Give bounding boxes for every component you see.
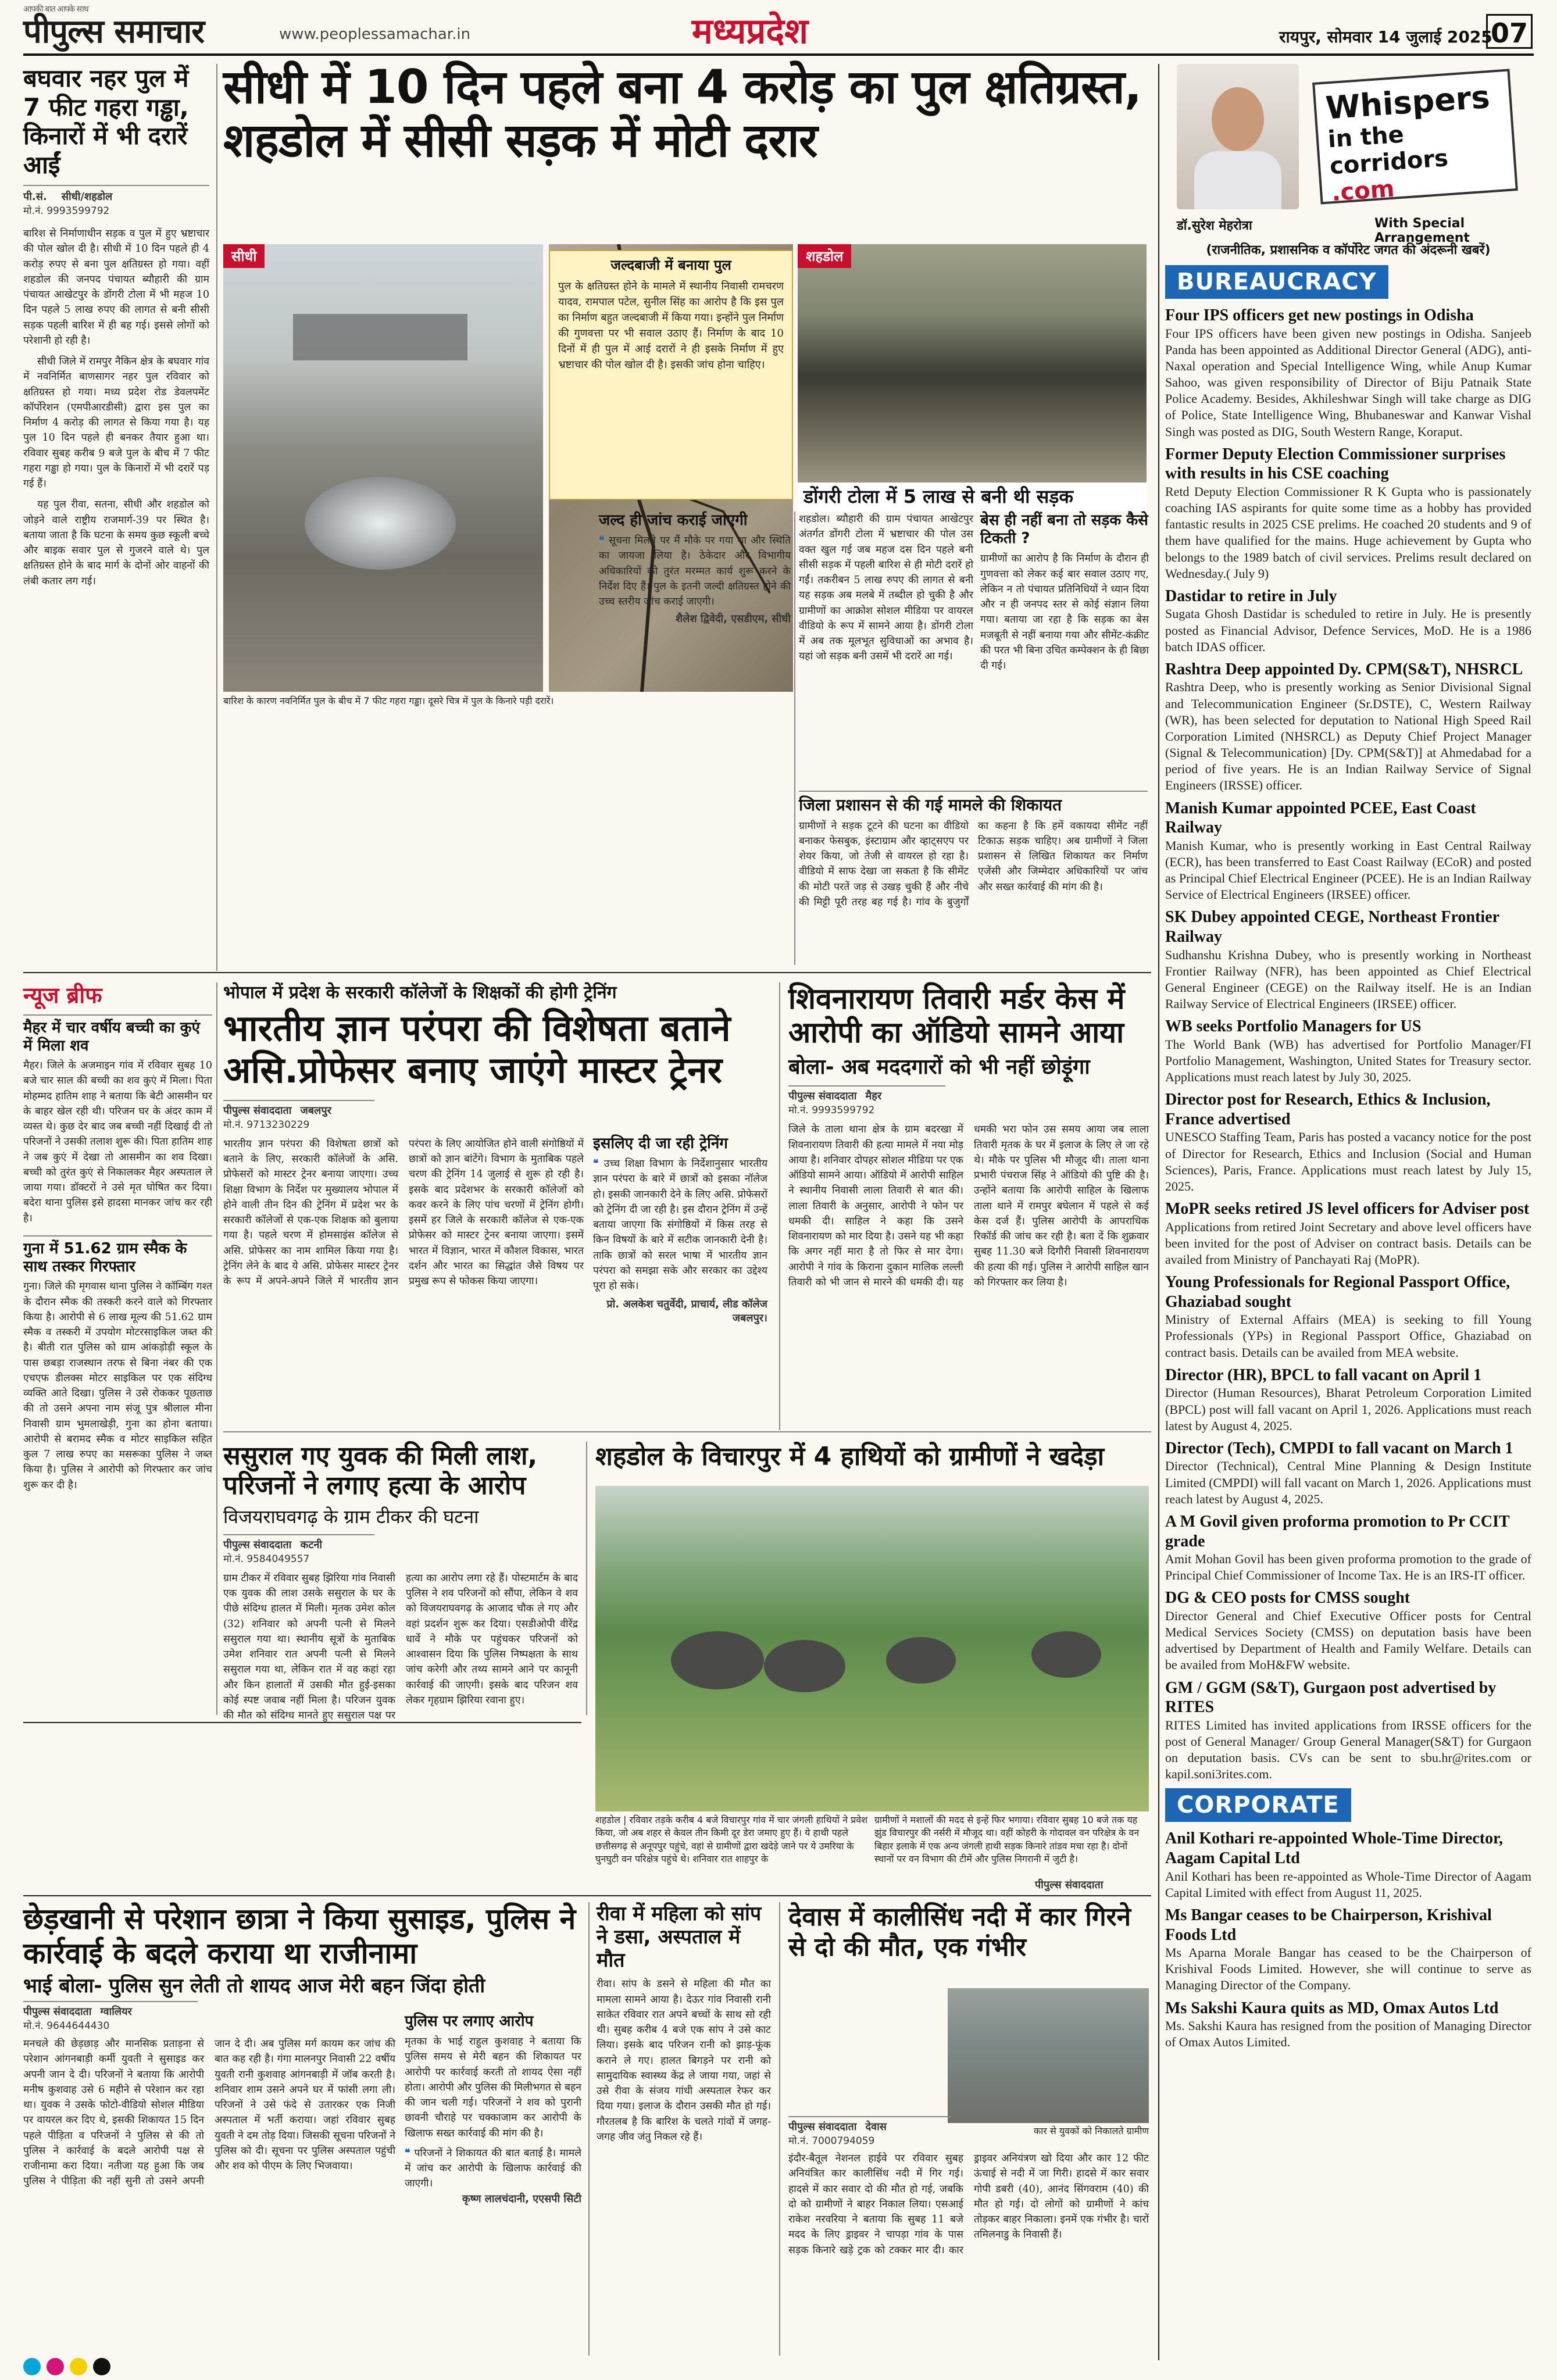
news-item-body: Four IPS officers have been given new postings in Odisha. Sanjeeb Panda has been appointed as Additional Director General (ADG), anti-Naxal operation and Special Intelligence Wing, while Anup Kumar Sahoo, was given responsibility of Director of Biju Patnaik State Police Academy. Besides, Akhileshwar Singh will take charge as DIG of Police, State Intelligence Wing, Bhubaneswar and Kanwar Vishal Singh was posted as DIG, South Western Range, Koraput. xyxy=(1165,326,1531,439)
elephants-graphic xyxy=(595,1486,1149,1811)
news-item-body: Director General and Chief Executive Officer posts for Central Medical Services Society (CMSS) on deputation basis have been advertised by Department of Health and Family Welfare. Details can be availed from MoH&FW website. xyxy=(1165,1609,1531,1673)
quote-attribution: प्रो. अलकेश चतुर्वेदी, प्राचार्य, लीड कॉलेज जबलपुर। xyxy=(606,1298,767,1325)
news-item-headline: Director post for Research, Ethics & Inclusion, France advertised xyxy=(1165,1091,1491,1128)
news-brief xyxy=(23,982,212,1493)
sub-block-complaint xyxy=(799,791,1148,910)
mobile-number: मो.नं. 9644644430 xyxy=(23,2020,110,2032)
news-item-headline: Ms Bangar ceases to be Chairperson, Krishival Foods Ltd xyxy=(1165,1906,1492,1944)
news-item-headline: Ms Sakshi Kaura quits as MD, Omax Autos Ltd xyxy=(1165,1999,1499,2017)
article-body: रीवा। सांप के डसने से महिला की मौत का मामला सामने आया है। देऊर गांव निवासी रानी साकेत रविवार रात अपने बच्चों के साथ सो रही थी। सुबह करीब 4 बजे एक सांप ने उसे काट लिया। इसके बाद परिजन रानी को झाड़-फूंक कराने ले गए। हालत बिगड़ने पर रानी को सामुदायिक स्वास्थ्य केंद्र ले जाया गया, जहां से उसे रीवा के संजय गांधी अस्पताल रेफर कर दिया गया। इलाज के दौरान उसकी मौत हो गई। गौरतलब है कि बारिश के चलते गांवों में जगह-जगह जीव जंतु निकल रहे हैं। xyxy=(597,1978,771,2143)
story-teachers xyxy=(223,982,770,1325)
dateline-place: मैहर xyxy=(865,1090,882,1103)
column-rule xyxy=(586,1442,587,1715)
corporate-list xyxy=(1165,1829,1531,2050)
lead-left-headline: बघवार नहर पुल में 7 फीट गहरा गड्ढा, किनारों में भी दरारें आईं xyxy=(23,64,189,179)
columnist-header xyxy=(1165,64,1531,245)
columnist-credit: With Special Arrangement xyxy=(1374,216,1470,245)
column-rule xyxy=(779,982,780,1430)
news-item-body: Sudhanshu Krishna Dubey, who is presently working in Northeast Frontier Railway (NFR), has been appointed as Chief Electrical General Engineer (CEGE) on the Railway itself. He is an Indian Railway Service of Electrical Engineers (IRSEE) officer. xyxy=(1165,947,1531,1012)
photo-caption: शहडोल | रविवार तड़के करीब 4 बजे विचारपुर गांव में चार जंगली हाथियों ने प्रवेश किया, जो अब शहर से केवल तीन किमी दूर डेरा जमाए हुए हैं। ये हाथी पहले छत्तीसगढ़ से अनूपपुर पहुंचे, वहां से ग्रामीणों द्वारा खदेड़े जाने पर ये उमरिया के घुनघुटी वन परिक्षेत्र पहुंचे थे। शनिवार रात शाहपुर के xyxy=(595,1814,868,1865)
photo-caption: ग्रामीणों ने मशालों की मदद से इन्हें फिर भगाया। रविवार सुबह 10 बजे तक यह झुंड विचारपुर की नर्सरी में मौजूद था। वहीं कोहरी के गोदावल वन परिक्षेत्र के वन बिहार इलाके में एक अन्य जंगली हाथी सड़क किनारे तांडव मचा रहा है। दोनों स्थानों पर वन विभाग की टीमें और पुलिस निगरानी में जुटी है। xyxy=(874,1814,1140,1865)
bridge-photo-road xyxy=(223,244,543,692)
page-number: 07 xyxy=(1486,14,1533,49)
news-item-headline: Director (Tech), CMPDI to fall vacant on March 1 xyxy=(1165,1439,1513,1457)
news-item xyxy=(1165,587,1531,655)
news-item-headline: Rashtra Deep appointed Dy. CPM(S&T), NHSRCL xyxy=(1165,660,1523,678)
section-rule xyxy=(23,1895,1151,1896)
news-item xyxy=(1165,1366,1531,1434)
elephants-photo xyxy=(595,1486,1149,1811)
sub-body: ग्रामीणों का आरोप है कि निर्माण के दौरान ही गुणवत्ता को लेकर कई बार सवाल उठाए गए, लेकिन न तो पंचायत प्रतिनिधियों ने ध्यान दिया और न ही जनपद स्तर से कोई संज्ञान लिया गया। बताया जा रहा है कि सड़क का बेस मजबूती से नहीं बनाया गया और सीमेंट-कंक्रीट की परत भी बिना उचित कम्पेक्शन के ही बिछा दी गई। xyxy=(980,553,1149,672)
quote-attribution: कृष्ण लालचंदानी, एएसपी सिटी xyxy=(462,2192,581,2205)
article-body: मनचले की छेड़छाड़ और मानसिक प्रताड़ना से परेशान आंगनबाड़ी कर्मी युवती ने सुसाइड कर अपनी जान दे दी। परिजनों ने बताया कि आरोपी मनीष कुशवाह उसे 6 महीने से परेशान कर रहा था। युवक ने उसके फोटो-वीडियो सोशल मीडिया पर वायरल कर दिए थे, इसकी शिकायत 15 दिन पहले पीड़िता व परिजनों ने पुलिस से की तो पुलिस ने कार्रवाई के बदले आरोपी पक्ष से राजीनामा करा दिया। नतीजा यह हुआ कि जब पुलिस ने पीड़िता की नहीं सुनी तो उसने अपनी जान दे दी। अब पुलिस मर्ग कायम कर जांच की बात कह रही है। गंगा मालनपुर निवासी 22 वर्षीय युवती रानी कुशवाह आंगनबाड़ी में जॉब करती है। शनिवार शाम उसने अपने घर में फांसी लगा ली। परिजनों ने उसे फंदे से उतारकर एक निजी अस्पताल में भर्ती कराया। जहां रविवार सुबह युवती ने दम तोड़ दिया। जिसकी सूचना परिजनों ने पुलिस को दी। सूचना पर पुलिस अस्पताल पहुंची और शव को पीएम के लिए भिजवाया। xyxy=(23,2038,395,2188)
column-rule xyxy=(779,1902,780,2356)
sub-body: ❝ सूचना मिलने पर मैं मौके पर गया था और स्थिति का जायजा लिया है। ठेकेदार और विभागीय अधिकारियों को तुरंत मरम्मत कार्य शुरू करने के निर्देश दिए हैं। पुल के इतनी जल्दी क्षतिग्रस्त होने की उच्च स्तरीय जांच कराई जाएगी। xyxy=(599,535,791,608)
registration-mark-icon xyxy=(93,2358,110,2375)
photo-caption: बारिश के कारण नवनिर्मित पुल के बीच में 7 फीट गहरा गड्ढा। दूसरे चित्र में पुल के किनारे पड़ी दरारें। xyxy=(223,695,554,706)
news-item-headline: A M Govil given proforma promotion to Pr CCIT grade xyxy=(1165,1512,1510,1550)
story-deck: भाई बोला- पुलिस सुन लेती तो शायद आज मेरी बहन जिंदा होती xyxy=(23,1974,485,1997)
story-snake xyxy=(597,1902,771,2145)
news-item-body: Rashtra Deep, who is presently working as Senior Divisional Signal and Telecommunication Engineer (Sr.DSTE), C, Western Railway (WR), has been selected for deputation to National High Speed Rail Corporation Limited (NHSRCL) as Deputy Chief Project Manager (Signal & Telecommunication) [Dy. CPM(S&T)] at Ahmedabad for a period of five years. He is an Indian Railway Service of Signal Engineers (IRSSE) officer. xyxy=(1165,680,1531,793)
news-item-headline: Former Deputy Election Commissioner surprises with results in his CSE coaching xyxy=(1165,445,1506,483)
box-heading: जल्दबाजी में बनाया पुल xyxy=(610,257,731,273)
news-item-headline: MoPR seeks retired JS level officers for Adviser post xyxy=(1165,1200,1530,1218)
news-item xyxy=(1165,1090,1531,1195)
news-item xyxy=(1165,1439,1531,1507)
article-body: ग्राम टीकर में रविवार सुबह झिरिया गांव निवासी एक युवक की लाश उसके ससुराल के घर के पीछे संदिग्ध हालत में मिली। मृतक उमेश कोल (32) शनिवार को अपनी पत्नी से मिलने ससुराल गया था। स्थानीय सूत्रों के मुताबिक उमेश शनिवार रात अपनी पत्नी से मिलने ससुराल गया था, लेकिन रात में वह कहां रहा और किन हालातों में उसकी मौत हुई-इसका कोई स्पष्ट जवाब नहीं मिला है। परिजन युवक की मौत को संदिग्ध मानते हुए ससुराल पक्ष पर हत्या का आरोप लगा रहे हैं। पोस्टमार्टम के बाद पुलिस ने शव परिजनों को सौंपा, लेकिन वे शव को विजयराघवगढ़ के आजाद चौक ले गए और वहां प्रदर्शन शुरू कर दिया। एसडीओपी वीरेंद्र धार्वे ने मौके पर पहुंचकर परिजनों को आश्वासन दिया कि पुलिस निष्पक्षता के साथ जांच करेगी और तथ्य सामने आने पर कानूनी कार्रवाई की जाएगी। इसके बाद परिजन शव लेकर गृहग्राम झिरिया रवाना हुए। xyxy=(223,1572,578,1722)
news-item-body: Amit Mohan Govil has been given proforma promotion to the grade of Principal Chief Commissioner of Income Tax. He is an IRS-IT officer. xyxy=(1165,1552,1531,1583)
news-item-headline: Four IPS officers get new postings in Odisha xyxy=(1165,306,1474,324)
byline: पीपुल्स संवाददाता xyxy=(23,2006,92,2018)
photo-caption: कार से युवकों को निकालते ग्रामीण xyxy=(1033,2125,1149,2136)
dateline-place: कटनी xyxy=(300,1538,323,1551)
sub-heading: पुलिस पर लगाए आरोप xyxy=(405,2013,534,2030)
news-item xyxy=(1165,1678,1531,1783)
info-box xyxy=(549,250,793,500)
news-item-body: UNESCO Staffing Team, Paris has posted a vacancy notice for the post of Director for Research, Ethics and Inclusion (Social and Human Sciences), Paris, France. Applications must reach latest by July 15, 2025. xyxy=(1165,1130,1531,1193)
news-item-body: Ms. Sakshi Kaura has resigned from the position of Managing Director of Omax Autos Limited. xyxy=(1165,2018,1531,2050)
brief-body: गुना। जिले की मृगवास थाना पुलिस ने कॉम्बिंग गश्त के दौरान स्मैक की तस्करी करने वाले को गिरफ्तार किया है। आरोपी से 6 लाख मूल्य की 51.62 ग्राम स्मैक व तस्करी में उपयोग मोटरसाइकिल जब्त की है। बीती रात पुलिस को ग्राम आंकड़ोड़ी स्कूल के पास छबड़ा राजस्थान तरफ से बिना नंबर की एक एचएफ डीलक्स मोटर साइकिल पर एक संदिग्ध व्यक्ति आते दिखा। पुलिस ने उसे रोककर पूछताछ की तो उसने अपना नाम संजू पुत्र श्रीलाल मीना निवासी ग्राम भुमलाखेड़ी, गुना का होना बताया। आरोपी से बरामद स्मैक व मोटर साइकिल सहित कुल 7 लाख रुपए का मसरूका पुलिस ने जब्त किया है। पुलिस ने आरोपी को गिरफ्तार कर जांच शुरू कर दी है। xyxy=(23,1281,212,1491)
news-brief-label: न्यूज ब्रीफ xyxy=(23,982,102,1008)
sub-note: ❝ परिजनों ने शिकायत की बात बताई है। मामले में जांच कर आरोपी के खिलाफ कार्रवाई की जाएगी। xyxy=(405,2147,581,2190)
news-item xyxy=(1165,445,1531,582)
news-item-body: The World Bank (WB) has advertised for Portfolio Manager/FI Portfolio Management, Washington, United States for Treasury sector. Applications must reach latest by July 30, 2025. xyxy=(1165,1037,1531,1085)
news-item-headline: SK Dubey appointed CEGE, Northeast Frontier Railway xyxy=(1165,908,1499,946)
brief-headline: गुना में 51.62 ग्राम स्मैक के साथ तस्कर गिरफ्तार xyxy=(23,1235,212,1275)
news-item xyxy=(1165,1588,1531,1673)
sub-block-base xyxy=(980,512,1149,673)
road-photo xyxy=(798,244,1147,483)
section-rule xyxy=(223,1431,1151,1432)
photo-tag-shahdol: शहडोल xyxy=(798,244,851,268)
sub-block-shahdol xyxy=(799,512,973,664)
sub-heading: इसलिए दी जा रही ट्रेनिंग xyxy=(593,1135,728,1152)
story-headline: देवास में कालीसिंध नदी में कार गिरने से दो की मौत, एक गंभीर xyxy=(788,1902,1131,1962)
news-item xyxy=(1165,660,1531,794)
story-headline: शिवनारायण तिवारी मर्डर केस में आरोपी का ऑडियो सामने आया xyxy=(788,982,1125,1049)
brief-body: मैहर। जिले के अजमाइन गांव में रविवार सुबह 10 बजे चार साल की बच्ची का शव कुएं में मिला। पिता मोहम्मद हातिम शाह ने बताया कि बेटी आसमीन घर के बाहर खेल रही थी। परिजन घर के अंदर काम में व्यस्त थे। कुछ देर बाद जब बच्ची नहीं दिखाई दी तो परिजनों ने उसकी तलाश शुरू की। पिता हातिम शाह ने जब कुएं में देखा तो आसमीन का शव दिखा। बच्ची को तुरंत कुएं से निकालकर मैहर अस्पताल ले जाया गया। डॉक्टरों ने उसे मृत घोषित कर दिया। बदेरा थाना पुलिस इसे हादसा मानकर जांच कर रही है। xyxy=(23,1060,212,1224)
news-item xyxy=(1165,1829,1531,1901)
sub-body: मृतका के भाई राहुल कुशवाह ने बताया कि पुलिस समय से मेरी बहन की शिकायत पर आरोपी पर कार्रवाई करती तो शायद ऐसा नहीं होता। आरोपी और पुलिस की मिलीभगत से बहन की जान चली गई। परिजनों ने शव को पुरानी छावनी चौराहे पर चक्काजाम कर आरोपी के खिलाफ सख्त कार्रवाई की मांग की है। xyxy=(405,2036,581,2139)
news-item xyxy=(1165,1273,1531,1361)
photo-tag-sidhi: सीधी xyxy=(223,244,265,268)
news-item-body: Sugata Ghosh Dastidar is scheduled to retire in July. He is presently posted as Financial Advisor, Defence Services, MoD. He is a 1986 batch IDAS officer. xyxy=(1165,606,1531,654)
news-item-headline: Manish Kumar appointed PCEE, East Coast Railway xyxy=(1165,799,1476,837)
paper-logo xyxy=(23,5,205,52)
byline: पीपुल्स संवाददाता xyxy=(788,2121,857,2133)
byline: पीपुल्स संवाददाता xyxy=(1035,1879,1104,1891)
mobile-number: मो.नं. 9713230229 xyxy=(223,1118,310,1131)
columnist-name: डॉ.सुरेश मेहरोत्रा xyxy=(1177,219,1252,233)
news-item xyxy=(1165,907,1531,1012)
mobile-number: मो.नं. 7000794059 xyxy=(788,2135,875,2147)
brief-headline: मैहर में चार वर्षीय बच्ची का कुएं में मिला शव xyxy=(23,1014,212,1055)
story-dewas xyxy=(788,1902,1149,1963)
story-student xyxy=(23,1902,581,2205)
story-headline: ससुराल गए युवक की मिली लाश, परिजनों ने लगाए हत्या के आरोप xyxy=(223,1441,538,1500)
section-rule xyxy=(23,1722,581,1723)
sub-block-police xyxy=(405,2013,581,2206)
news-item-headline: Director (HR), BPCL to fall vacant on April 1 xyxy=(1165,1366,1482,1384)
lead-left-block xyxy=(23,64,209,589)
whispers-column xyxy=(1165,64,1531,2051)
news-item-body: Director (Human Resources), Bharat Petroleum Corporation Limited (BPCL) post will fall vacant on April 1, 2026. Applications must reach latest by August 4, 2025. xyxy=(1165,1385,1531,1433)
column-rule xyxy=(216,982,217,1715)
news-item-headline: Young Professionals for Regional Passport Office, Ghaziabad sought xyxy=(1165,1273,1510,1311)
news-item xyxy=(1165,306,1531,440)
section-ribbon: CORPORATE xyxy=(1165,1788,1351,1822)
dateline-place: ग्वालियर xyxy=(100,2006,132,2018)
news-item-headline: GM / GGM (S&T), Gurgaon post advertised by RITES xyxy=(1165,1678,1497,1717)
story-inlaws xyxy=(223,1442,578,1723)
news-item xyxy=(1165,1017,1531,1085)
news-item-body: Ms Aparna Morale Bangar has ceased to be the Chairperson of Krishival Foods Limited. However, she will continue to serve as Managing Director of the Company. xyxy=(1165,1945,1531,1993)
story-headline: छेड़खानी से परेशान छात्रा ने किया सुसाइड, पुलिस ने कार्रवाई के बदले कराया था राजीनामा xyxy=(23,1902,576,1970)
registration-mark-icon xyxy=(47,2358,64,2375)
registration-mark-icon xyxy=(70,2358,87,2375)
box-body: पुल के क्षतिग्रस्त होने के मामले में स्थानीय निवासी रामचरण यादव, रामपाल पटेल, सुनील सिंह का आरोप है कि इस पुल का निर्माण बहुत जल्दबाजी में किया गया। इन्होंने पुल निर्माण की गुणवत्ता पर भी सवाल उठाए हैं। निर्माण के बाद 10 दिनों में ही पुल में आई दरारों ने ही इसके निर्माण में हुए भ्रष्टाचार की पोल खोल दी है। इसकी जांच होना चाहिए। xyxy=(558,280,784,371)
news-item-headline: WB seeks Portfolio Managers for US xyxy=(1165,1017,1422,1036)
mobile-number: मो.नं. 9993599792 xyxy=(23,205,110,217)
story-deck: बोला- अब मददगारों को भी नहीं छोड़ूंगा xyxy=(788,1055,1090,1079)
news-item xyxy=(1165,1999,1531,2051)
registration-mark-icon xyxy=(23,2358,41,2375)
lead-main-headline: सीधी में 10 दिन पहले बना 4 करोड़ का पुल क्षतिग्रस्त, शहडोल में सीसी सड़क में मोटी दरार xyxy=(223,60,1142,167)
news-item-body: RITES Limited has invited applications from IRSSE officers for the post of General Manager/ Group General Manager(S&T) for Gurgaon on deputation basis. CVs can be sent to sbu.hr@rites.com or kapil.soni3rites.com. xyxy=(1165,1717,1531,1782)
article-body: भारतीय ज्ञान परंपरा की विशेषता छात्रों को बताने के लिए, सरकारी कॉलेजों के असि. प्रोफेसरों को मास्टर ट्रेनर बनाया जाएगा। उच्च शिक्षा विभाग के निर्देश पर मुख्यालय भोपाल में होने वाली तीन दिन की ट्रेनिंग में प्रदेश भर के सरकारी कॉलेजों से एक-एक शिक्षक को बुलाया गया है। पहले चरण में होमसाइंस कॉलेज से असि. प्रोफेसर का नाम शामिल किया गया है। ट्रेनिंग लेने के बाद ये असि. प्रोफेसर मास्टर ट्रेनर के रूप में अपने-अपने जिले में भारतीय ज्ञान परंपरा के लिए आयोजित होने वाली संगोष्ठियों में छात्रों को ज्ञान बांटेंगे। विभाग के मुताबिक पहले चरण की ट्रेनिंग 14 जुलाई से शुरू हो रही है। इसके बाद प्रदेशभर के सरकारी कॉलेजों को कवर करने के लिए पांच चरणों में ट्रेनिंग होगी। इसमें हर जिले के सरकारी कॉलेज से एक-एक प्रोफेसर को मास्टर ट्रेनर बनाया जाएगा। इसमें भारत में विज्ञान, भारत में कौशल विकास, भारत दर्शन और भारत का सिद्धांत जैसे विषय पर प्रमुख रूप से फोकस किया जाएगा। xyxy=(223,1138,584,1288)
quote-attribution: शैलेश द्विवेदी, एसडीएम, सीधी xyxy=(675,613,791,626)
column-rule xyxy=(794,512,795,965)
news-item xyxy=(1165,1199,1531,1268)
news-item-body: Anil Kothari has been re-appointed as Whole-Time Director of Aagam Capital Limited with effect from August 11, 2025. xyxy=(1165,1868,1531,1900)
news-item-body: Director (Technical), Central Mine Planning & Design Institute Limited (CMPDI) will fall vacant on March 1, 2026. Applications must reach latest by August 4, 2025. xyxy=(1165,1459,1531,1506)
news-item-headline: DG & CEO posts for CMSS sought xyxy=(1165,1589,1410,1607)
story-headline: रीवा में महिला को सांप ने डसा, अस्पताल में मौत xyxy=(597,1902,762,1972)
sub-heading: जल्द ही जांच कराई जाएगी xyxy=(599,512,748,529)
news-item-body: Applications from retired Joint Secretary and above level officers have been invited for the post of Adviser on contract basis. Details can be availed from Ministry of Panchayati Raj (MoPR). xyxy=(1165,1219,1531,1267)
story-headline: भारतीय ज्ञान परंपरा की विशेषता बताने असि.प्रोफेसर बनाए जाएंगे मास्टर ट्रेनर xyxy=(223,1007,731,1091)
byline: पीपुल्स संवाददाता xyxy=(223,1538,292,1551)
column-rule xyxy=(588,1902,590,2356)
article-body: बारिश से निर्माणाधीन सड़क व पुल में हुए भ्रष्टाचार की पोल खोल दी है। सीधी में 10 दिन पहले ही 4 करोड़ रुपए से बना पुल क्षतिग्रस्त हो गया। वहीं शहडोल की जनपद पंचायत ब्यौहारी की ग्राम पंचायत आखेटपुर के डोंगरी टोला में भी महज 10 दिन पहले 5 लाख रुपए की लागत से बनी सीसी सड़क पहली बारिश में ही बह गई। इससे लोगों को परेशानी हो रही है। xyxy=(23,228,209,346)
paper-name: पीपुल्स समाचार xyxy=(23,13,205,51)
dateline-place: सीधी/शहडोल xyxy=(61,191,113,203)
quote-icon: ❝ xyxy=(599,535,609,547)
section-name: मध्यप्रदेश xyxy=(692,11,809,52)
news-item xyxy=(1165,1906,1531,1994)
mobile-number: मो.नं. 9993599792 xyxy=(788,1105,875,1117)
section-rule xyxy=(23,972,1151,973)
sub-body: ❝ उच्च शिक्षा विभाग के निर्देशानुसार भारतीय ज्ञान परंपरा के बारे में छात्रों को इसका नॉलेज हो। इसकी जानकारी देने के लिए असि. प्रोफेसरों को ट्रेनिंग दी जा रही है। इस दौरान ट्रेनिंग में उन्हें बताया जाएगा कि संगोष्ठियों में किस तरह से किन विषयों के बारे में सटीक जानकारी देनी है। ताकि छात्रों को सरल भाषा में भारतीय ज्ञान परंपरा को समझा सके और सरकार का उद्देश्य पूरा हो सके। xyxy=(593,1158,768,1292)
brand-tagline: (राजनीतिक, प्रशासनिक व कॉर्पोरेट जगत की अंदरूनी खबरें) xyxy=(1206,243,1491,258)
paper-tagline: आपकी बात आपके साथ xyxy=(23,5,88,14)
byline: पीपुल्स संवाददाता xyxy=(788,1090,857,1103)
paper-url[interactable]: www.peoplessamachar.in xyxy=(279,26,471,43)
news-item-body: Retd Deputy Election Commissioner R K Gupta who is passionately coaching IAS aspirants for quite some time as a hobby has provided fantastic results in 2025 CSE prelims. He coached 20 students and 9 of them have qualified for the mains. Huge achievement by Gupta who belongs to the 1989 batch of civil services. Prelims result declared on Wednesday.( July 9) xyxy=(1165,484,1531,581)
avatar xyxy=(1177,64,1299,209)
sub-heading: बेस ही नहीं बना तो सड़क कैसे टिकती ? xyxy=(980,512,1148,548)
news-item-body: Manish Kumar, who is presently working in East Central Railway (ECR), has been transferred to East Coast Railway (ECoR) and posted as Principal Chief Electrical Engineer (PCEE). He is an Indian Railway Service of Electrical Engineers (IRSEE) officer. xyxy=(1165,838,1531,902)
column-rule xyxy=(1158,64,1159,2360)
sub-heading: जिला प्रशासन से की गई मामले की शिकायत xyxy=(799,791,1148,815)
article-body: जिले के ताला थाना क्षेत्र के ग्राम बदरखा में शिवनारायण तिवारी की हत्या मामले में नया मोड़ आया है। शनिवार दोपहर सोशल मीडिया पर एक ऑडियो सामने आया। ऑडियो में आरोपी साहिल ने स्थानीय निवासी लाला तिवारी से बात की। लाला तिवारी के अनुसार, आरोपी ने फोन पर धमकी दी। साहिल ने कहा कि उसने शिवनारायण को मार दिया है। उसने यह भी कहा कि अगर नहीं मारा है तो फिर से मार देगा। आरोपी ने गांव के किराना दुकान मालिक लल्ली तिवारी को भी जान से मारने की धमकी दी। यह धमकी भरा फोन उस समय आया जब लाला तिवारी मृतक के घर में इलाज के लिए ले जा रहे थे। मौके पर पुलिस भी मौजूद थी। ताला थाना प्रभारी पंचराज सिंह ने ऑडियो की पुष्टि की है। उन्होंने बताया कि आरोपी साहिल के खिलाफ ताला थाने में रामपुर बघेलान में पहले से कई केस दर्ज हैं। पुलिस आरोपी के आपराधिक रिकॉर्ड की जांच कर रही है। बता दें कि शुक्रवार सुबह 11.30 बजे दिगौरी निवासी शिवनारायण की हत्या की गई। पुलिस ने आरोपी साहिल खान को गिरफ्तार कर लिया है। xyxy=(788,1124,1149,1288)
news-item-headline: Dastidar to retire in July xyxy=(1165,587,1337,605)
sub-body: शहडोल। ब्यौहारी की ग्राम पंचायत आखेटपुर अंतर्गत डोंगरी टोला में भ्रष्टाचार की पोल उस वक्त खुल गई जब महज दस दिन पहले बनी सीसी सड़क में पहली बारिश से ही मोटी दरारें हो गईं। तकरीबन 5 लाख रुपए की लागत से बनी यह सड़क अब मलबे में तब्दील हो चुकी है और ग्रामीणों का आक्रोश सोशल मीडिया पर वायरल वीडियो के रूप में सामने आया है। डोंगरी टोला में अब तक मूलभूत सुविधाओं का अभाव है। यहां जो सड़क बनी उसमें भी दरारें आ गई। xyxy=(799,513,973,663)
byline-block xyxy=(788,2116,951,2147)
byline: पी.सं. xyxy=(23,191,47,203)
story-kicker: भोपाल में प्रदेश के सरकारी कॉलेजों के शिक्षकों की होगी ट्रेनिंग xyxy=(223,982,617,1003)
dateline-place: देवास xyxy=(865,2121,887,2133)
brand-logo: Whispers in the corridors .com xyxy=(1312,69,1518,204)
byline: पीपुल्स संवाददाता xyxy=(223,1104,292,1117)
mobile-number: मो.नं. 9584049557 xyxy=(223,1553,310,1565)
road-photo-caption: डोंगरी टोला में 5 लाख से बनी थी सड़क xyxy=(798,483,1147,512)
quote-icon: ❝ xyxy=(593,1158,604,1170)
masthead-rule xyxy=(23,53,1534,56)
car-river-photo xyxy=(948,1988,1149,2123)
article-body: यह पुल रीवा, सतना, सीधी और शहडोल को जोड़ने वाले राष्ट्रीय राजमार्ग-39 पर स्थित है। बताया जाता है कि घटना के समय कुछ स्कूली बच्चे और बाइक सवार पुल से गुजरने वाले थे। पुल क्षतिग्रस्त होने के बाद मार्ग के दोनों ओर वाहनों की लंबी कतार लग गई। xyxy=(23,499,209,587)
column-rule xyxy=(216,64,217,971)
dateline: रायपुर, सोमवार 14 जुलाई 2025 xyxy=(1279,27,1492,47)
bureaucracy-list xyxy=(1165,306,1531,1782)
sub-body: ग्रामीणों ने सड़क टूटने की घटना का वीडियो बनाकर फेसबुक, इंस्टाग्राम और व्हाट्सएप पर शेयर किया, जो तेजी से वायरल हो रहा है। वीडियो में साफ देखा जा सकता है कि सीमेंट की मोटी परतें जड़ से उखड़ चुकी हैं और नीचे की मिट्टी पूरी तरह बह गई है। गांव के बुजुर्गों का कहना है कि हमें वकायदा सीमेंट नहीं टिकाऊ सड़क चाहिए। अब ग्रामीणों ने जिला प्रशासन से लिखित शिकायत कर निर्माण एजेंसी और जिम्मेदार अधिकारियों पर जांच और सख्त कार्रवाई की मांग की है। xyxy=(799,820,1148,908)
section-ribbon: BUREAUCRACY xyxy=(1165,265,1388,299)
article-body: इंदौर-बैतूल नेशनल हाईवे पर रविवार सुबह अनियंत्रित कार कालीसिंध नदी में गिर गई। हादसे में कार सवार दो की मौत हो गई, जबकि दो को ग्रामीणों ने बाहर निकाल लिया। एसआई राकेश नरवरिया ने बताया कि सुबह 11 बजे मदद के लिए ड्राइवर ने चापड़ा गांव के पास सड़क किनारे खड़े ट्रक को टक्कर मार दी। कार ड्राइवर अनियंत्रण खो दिया और कार 12 फीट ऊंचाई से नदी में जा गिरी। हादसे में कार सवार गोपी डबरी (40), आनंद सिंगवराम (40) की मौत हो गई। दो लोगों को ग्रामीणों ने कांच तोड़कर बाहर निकाला। इनमें एक गंभीर है। चारों तमिलनाडु के निवासी हैं। xyxy=(788,2153,1149,2256)
sub-block-investigation xyxy=(599,512,791,626)
story-elephants xyxy=(595,1442,1149,1472)
quote-icon: ❝ xyxy=(405,2147,415,2159)
news-item-body: Ministry of External Affairs (MEA) is seeking to fill Young Professionals (YPs) in Regional Passport Office, Ghaziabad on contract basis. Details can be availed from MEA website. xyxy=(1165,1312,1531,1360)
story-deck: विजयराघवगढ़ के ग्राम टीकर की घटना xyxy=(223,1506,479,1528)
news-item-headline: Anil Kothari re-appointed Whole-Time Director, Aagam Capital Ltd xyxy=(1165,1829,1503,1868)
sub-block-training xyxy=(593,1135,767,1325)
story-headline: शहडोल के विचारपुर में 4 हाथियों को ग्रामीणों ने खदेड़ा xyxy=(595,1442,1105,1471)
article-body: सीधी जिले में रामपुर नैकिन क्षेत्र के बघवार गांव में नवनिर्मित बाणसागर नहर पुल रविवार को क्षतिग्रस्त हो गया। मध्य प्रदेश रोड डेवलपमेंट कॉर्पोरेशन (एमपीआरडीसी) द्वारा इस पुल का निर्माण 4 करोड़ की लागत से किया गया है। यह पुल 10 दिन पहले ही बनकर तैयार हुआ था। रविवार सुबह करीब 9 बजे पुल के बीच में 7 फीट गहरा गड्ढा हो गया। पुल के किनारों में भी दरारें पड़ गई हैं। xyxy=(23,356,209,490)
news-item xyxy=(1165,799,1531,903)
dateline-place: जबलपुर xyxy=(300,1104,331,1117)
story-murder xyxy=(788,982,1149,1290)
news-item xyxy=(1165,1512,1531,1584)
